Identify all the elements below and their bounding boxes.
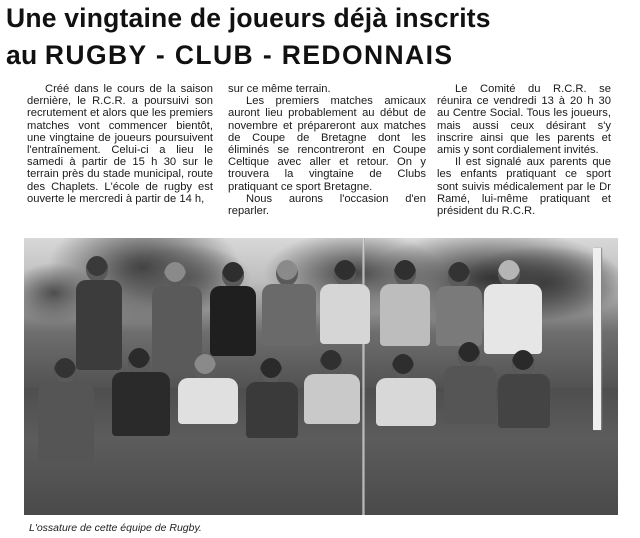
article-column-2 [228, 83, 426, 217]
headline-line-1: Une vingtaine de joueurs déjà inscrits [6, 3, 491, 33]
photo-caption: L'ossature de cette équipe de Rugby. [29, 522, 202, 534]
article-paragraph: sur ce même terrain. [228, 83, 331, 95]
team-photo [24, 238, 618, 515]
article-paragraph: Le Comité du R.C.R. se réunira ce vendredi 13 à 20 h 30 au Centre Social. Tous les joueurs, mais aussi ceux désirant s'y inscrire ainsi que les parents et amis y sont cordialement invités. [437, 83, 611, 157]
article-paragraph: Créé dans le cours de la saison dernière, le R.C.R. a poursuivi son recrutement et alors que les premiers matches vont commencer bientôt, une vingtaine de joueurs poursuivent l'entraînement. Celui-ci a lieu le samedi à partir de 15 h 30 sur le terrain près du stade municipal, route des Chaplets. L'école de rugby est ouverte le mercredi à partir de 14 h, [27, 83, 213, 205]
article-paragraph: Les premiers matches amicaux auront lieu probablement au début de novembre et prépareront aux matches de Coupe de Bretagne dont les éliminés se rencontreront en Coupe Celtique avec aller et retour. On y trouvera la vingtaine de Clubs pratiquant ce sport Bretagne. [228, 95, 426, 193]
headline-club-name: RUGBY - CLUB - REDONNAIS [44, 40, 454, 70]
headline-line-2 [6, 37, 634, 74]
page-fold [362, 238, 365, 515]
headline-line-2-prefix: au [6, 40, 45, 70]
article-paragraph: Nous aurons l'occasion d'en reparler. [228, 192, 426, 218]
goal-post [593, 248, 601, 430]
article-column-1 [27, 83, 213, 205]
article-column-3 [437, 83, 611, 217]
headline [6, 0, 634, 74]
article-paragraph: Il est signalé aux parents que les enfants pratiquant ce sport sont suivis médicalement par le Dr Ramé, lui-même pratiquant et président du R.C.R. [437, 156, 611, 218]
